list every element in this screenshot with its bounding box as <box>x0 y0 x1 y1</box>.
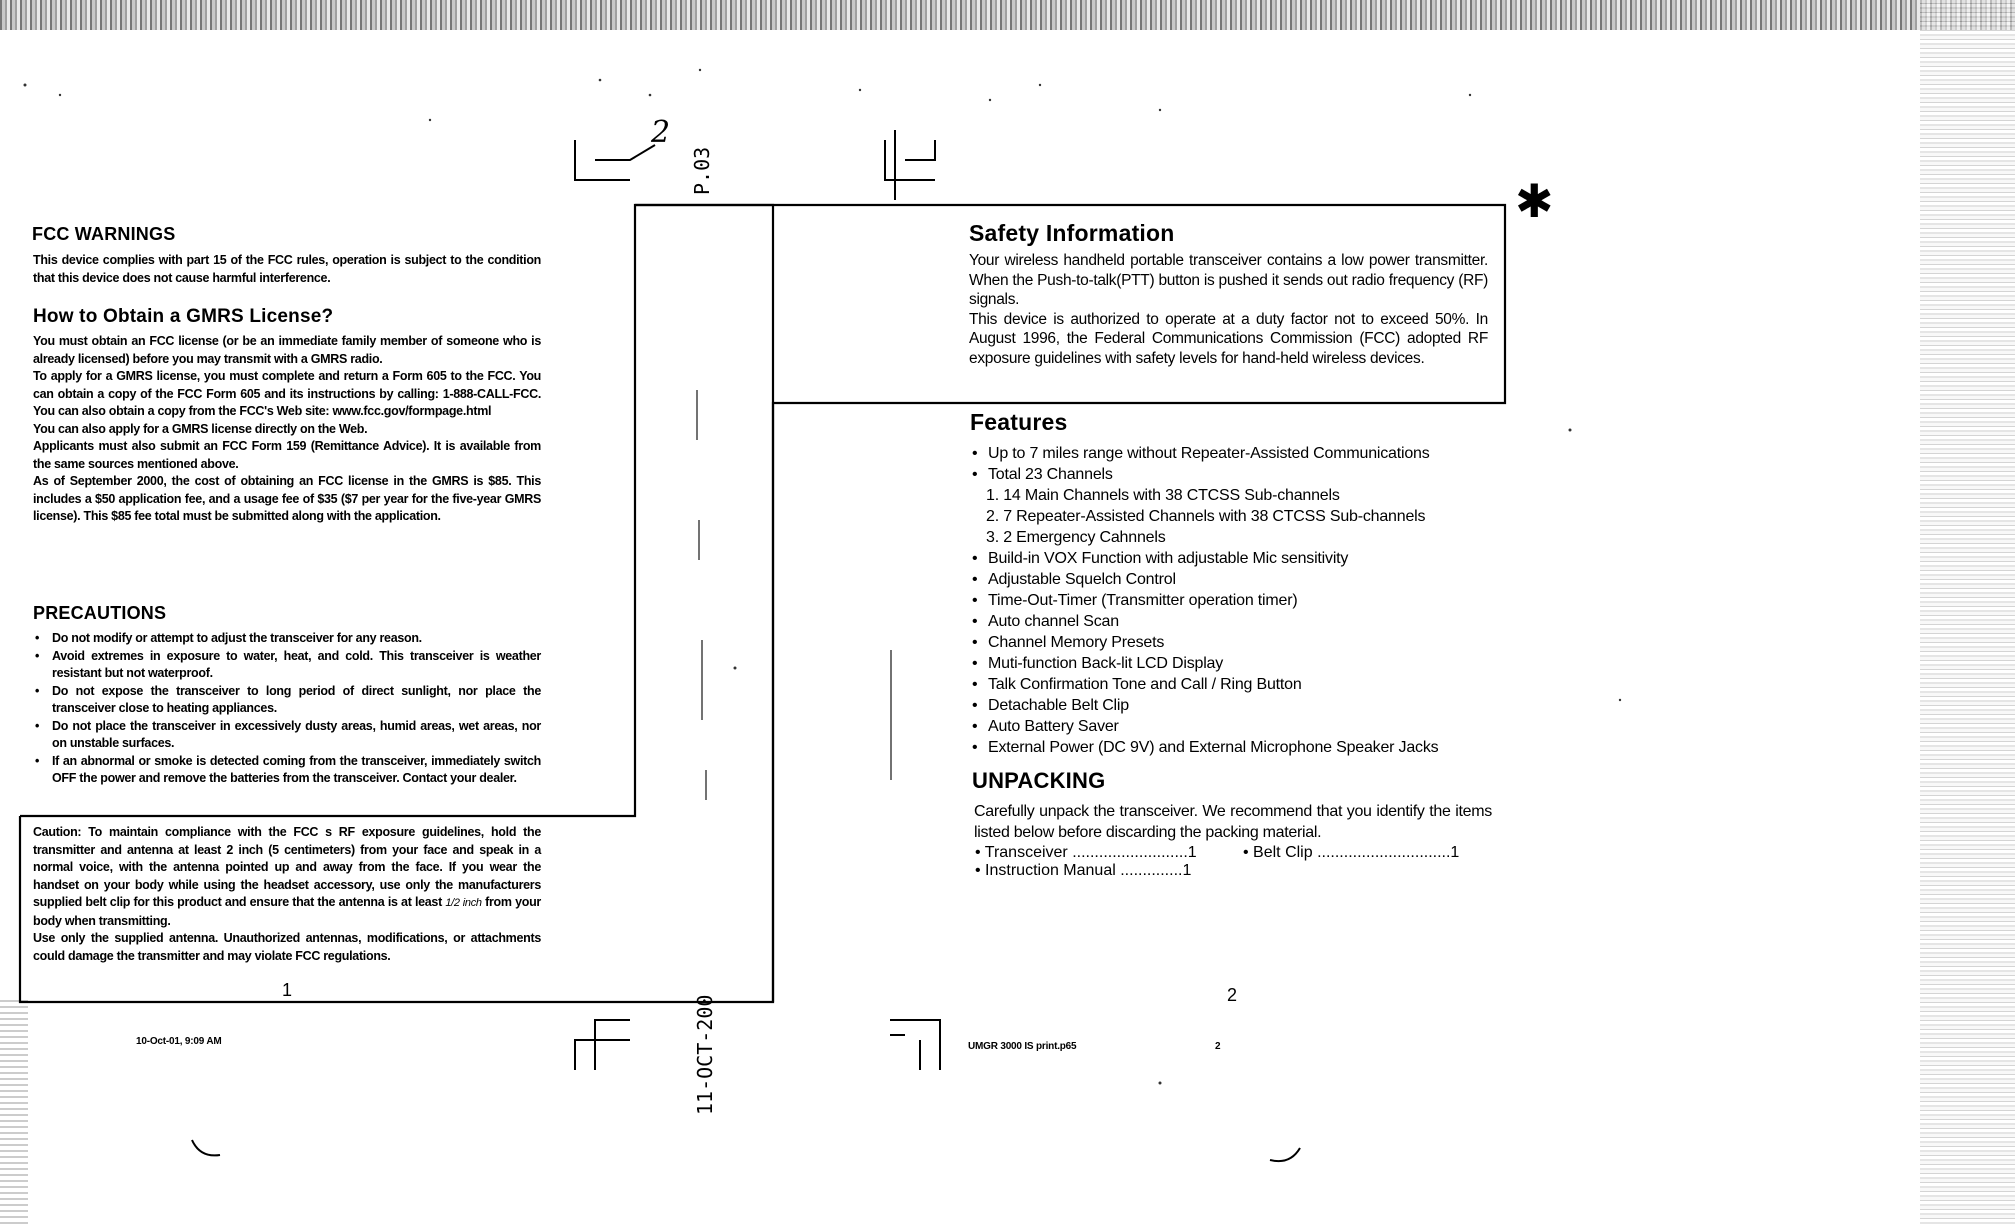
caution-paragraph-2: Use only the supplied antenna. Unauthorized antennas, modifications, or attachments could damage the transmitter and may violate FCC regulations. <box>33 931 541 963</box>
feature-item: • Channel Memory Presets <box>970 632 1495 653</box>
feature-subitem: 1. 14 Main Channels with 38 CTCSS Sub-channels <box>986 487 1340 504</box>
safety-body <box>969 251 1488 368</box>
features-list <box>970 443 1495 758</box>
features-title: Features <box>970 409 1068 435</box>
feature-item: • Up to 7 miles range without Repeater-Assisted Communications <box>970 443 1495 464</box>
precaution-item: • Do not modify or attempt to adjust the transceiver for any reason. <box>33 630 541 648</box>
gmrs-paragraph: You must obtain an FCC license (or be an immediate family member of someone who is already licensed) before you may transmit with a GMRS radio. <box>33 334 541 366</box>
right-footer-page: 2 <box>1215 1041 1221 1052</box>
gmrs-paragraph: As of September 2000, the cost of obtaining an FCC license in the GMRS is $85. This includes a $50 application fee, and a usage fee of $35 ($7 per year for the five-year GMRS license). This $85 fee total must be submitted along with the application. <box>33 474 541 523</box>
precaution-item: • Do not expose the transceiver to long period of direct sunlight, nor place the transceiver close to heating appliances. <box>33 683 541 718</box>
feature-item: • Muti-function Back-lit LCD Display <box>970 653 1495 674</box>
feature-item: • Detachable Belt Clip <box>970 695 1495 716</box>
pack-item-label: Belt Clip ..............................1 <box>1253 844 1460 861</box>
feature-item: • Total 23 Channels <box>970 464 1495 485</box>
gmrs-paragraph: You can also apply for a GMRS license directly on the Web. <box>33 421 368 436</box>
gmrs-paragraph: To apply for a GMRS license, you must complete and return a Form 605 to the FCC. You can obtain a copy of the FCC Form 605 and its instructions by calling: 1-888-CALL-FCC. You can also obtain a copy from the FCC's Web site: www.fcc.gov/formpage.html <box>33 369 541 418</box>
safety-paragraph: This device is authorized to operate at a duty factor not to exceed 50%. In August 1996, the Federal Communications Commission (FCC) adopted RF exposure guidelines with safety levels for hand-held wireless devices. <box>969 310 1488 367</box>
caution-paragraph <box>33 824 541 930</box>
asterisk-mark: ✱ <box>1515 175 1554 227</box>
caution-tail: from your body when transmitting. <box>33 895 541 928</box>
safety-paragraph: Your wireless handheld portable transceiver contains a low power transmitter. When the Push-to-talk(PTT) button is pushed it sends out radio frequency (RF) signals. <box>969 252 1488 308</box>
pack-item-label: Instruction Manual ..............1 <box>985 862 1192 879</box>
right-page-number: 2 <box>1227 985 1238 1005</box>
caution-lead: Caution: To maintain compliance with the FCC s RF exposure guidelines, hold the transmitter and antenna at least 2 inch (5 centimeters) from your face and speak in a normal voice, with the antenna pointed up and away from the face. If you wear the handset on your body while using the headset accessory, use only the manufacturers supplied belt clip for this product and ensure that the antenna is at least <box>33 825 541 909</box>
feature-item: • Time-Out-Timer (Transmitter operation timer) <box>970 590 1495 611</box>
gmrs-paragraph: Applicants must also submit an FCC Form 159 (Remittance Advice). It is available from the same sources mentioned above. <box>33 439 541 471</box>
precautions-list <box>33 630 541 788</box>
pack-item: • Transceiver ..........................1 <box>975 844 1197 861</box>
left-page-number: 1 <box>282 980 293 1000</box>
unpacking-title: UNPACKING <box>972 768 1106 793</box>
precaution-item: • If an abnormal or smoke is detected coming from the transceiver, immediately switch OFF the power and remove the batteries from the transceiver. Contact your dealer. <box>33 753 541 788</box>
fax-date-mark: 11-OCT-200 <box>693 994 717 1115</box>
precaution-item: • Avoid extremes in exposure to water, heat, and cold. This transceiver is weather resistant but not waterproof. <box>33 648 541 683</box>
fcc-warnings-title: FCC WARNINGS <box>32 224 176 244</box>
feature-subitem: 2. 7 Repeater-Assisted Channels with 38 CTCSS Sub-channels <box>986 508 1426 525</box>
precaution-item: • Do not place the transceiver in excessively dusty areas, humid areas, wet areas, nor on unstable surfaces. <box>33 718 541 753</box>
feature-item: • Auto channel Scan <box>970 611 1495 632</box>
caution-box-text <box>33 824 541 965</box>
smudge-right <box>1270 1148 1300 1161</box>
fcc-warnings-text <box>33 252 541 287</box>
fax-page-mark: P.03 <box>690 146 714 195</box>
left-footer: 10-Oct-01, 9:09 AM <box>136 1036 222 1047</box>
gmrs-title: How to Obtain a GMRS License? <box>33 306 334 327</box>
feature-item: • Auto Battery Saver <box>970 716 1495 737</box>
gmrs-body <box>33 333 541 526</box>
crop-marks <box>575 130 940 1070</box>
handwritten-page-mark: 2 <box>651 115 671 150</box>
pack-item-label: Transceiver ..........................1 <box>984 844 1197 861</box>
pack-item: • Instruction Manual ..............1 <box>975 862 1192 879</box>
safety-title: Safety Information <box>969 220 1175 246</box>
fcc-warnings-paragraph: This device complies with part 15 of the FCC rules, operation is subject to the condition that this device does not cause harmful interference. <box>33 253 541 285</box>
feature-item: • Talk Confirmation Tone and Call / Ring Button <box>970 674 1495 695</box>
right-footer-file: UMGR 3000 IS print.p65 <box>968 1041 1077 1052</box>
feature-subitem: 3. 2 Emergency Cahnnels <box>986 529 1166 546</box>
pack-item: • Belt Clip ..............................1 <box>1243 844 1460 861</box>
unpacking-text: Carefully unpack the transceiver. We recommend that you identify the items listed below before discarding the packing material. <box>974 803 1492 841</box>
feature-item: • Adjustable Squelch Control <box>970 569 1495 590</box>
smudge-left <box>192 1140 220 1155</box>
binding-line <box>697 390 891 800</box>
feature-item: • Build-in VOX Function with adjustable Mic sensitivity <box>970 548 1495 569</box>
precautions-title: PRECAUTIONS <box>33 603 167 623</box>
caution-fraction: 1/2 inch <box>445 897 482 909</box>
feature-item: • External Power (DC 9V) and External Microphone Speaker Jacks <box>970 737 1495 758</box>
